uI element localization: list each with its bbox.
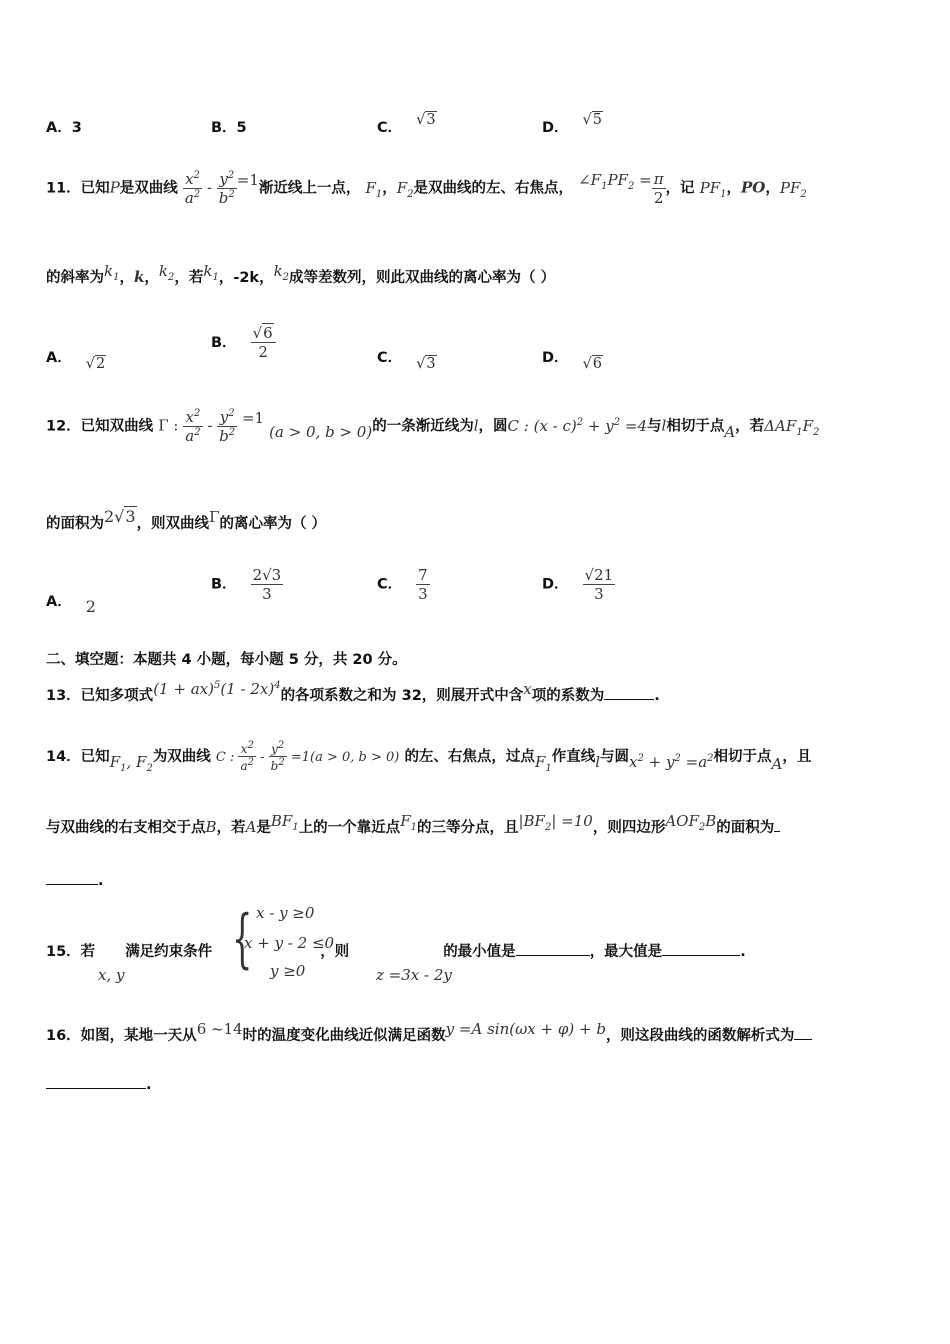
q11-option-a[interactable]: A． √2 xyxy=(46,350,106,372)
q10-option-b[interactable]: B．5 xyxy=(211,120,247,136)
q10-option-d[interactable]: D． √5 xyxy=(542,112,603,136)
q14-line2: 与双曲线的右支相交于点B，若A是$BF_1$上的一个靠近点$F_1$的三等分点，且$|BF_2| =10$，则四边形$AOF_2B$的面积为 xyxy=(46,816,910,839)
vars-xy: x, y xyxy=(98,966,125,984)
q15-min-blank[interactable] xyxy=(516,943,590,956)
constraint-3: y ≥0 xyxy=(270,962,306,980)
objective-z: z =3x - 2y xyxy=(376,966,452,984)
frac-y2-b2: $\frac{y^2}{b^2}$ xyxy=(218,170,235,207)
q15: 15．若 满足约束条件 ，则 的最小值是 ，最大值是 . xyxy=(46,944,746,960)
q12-option-c[interactable]: C． $\frac{7}{3}$ xyxy=(377,566,428,603)
sqrt-3: √3 xyxy=(416,112,436,128)
q16-answer-line: . xyxy=(46,1076,910,1093)
q12-option-a[interactable]: A． 2 xyxy=(46,594,96,616)
q12-option-d[interactable]: D． $\frac{√21}{3}$ xyxy=(542,566,614,603)
constraint-1: x - y ≥0 xyxy=(256,904,315,922)
q12-option-b[interactable]: B． $\frac{2√3}{3}$ xyxy=(211,566,282,603)
q12-line2: 的面积为2√3，则双曲线Γ的离心率为（ ） xyxy=(46,507,327,532)
q14-answer-line: . xyxy=(46,872,910,889)
q11-line1: 11．已知P是双曲线 $\frac{x^2}{a^2}$ - $\frac{y^2}{b^2}$ =1渐近线上一点， $F_1$，$F_2$是双曲线的左、右焦点， $\angle F_1PF_2$ = $\frac{\pi}{2}$ ，记 $PF_1$，PO，$PF_2$ xyxy=(46,170,807,207)
constraint-brace: { xyxy=(232,902,253,976)
q12-line1: 12．已知双曲线 Γ : $\frac{x^2}{a^2}$ - $\frac{y^2}{b^2}$ =1 (a > 0, b > 0)的一条渐近线为l，圆C : $(x - c)^2 + y^2 =4$与l相切于点A，若$\Delta AF_1F_2$ xyxy=(46,408,820,445)
q13-answer-blank[interactable] xyxy=(604,687,654,700)
q11-option-d[interactable]: D． √6 xyxy=(542,350,603,372)
q14-line1: 14．已知$F_1$, $F_2$为双曲线 C : $\frac{x^2}{a^2}$ - $\frac{y^2}{b^2}$ =1(a > 0, b > 0) 的左、右焦点，过点$F_1$作直线l与圆$x^2 + y^2 =a^2$相切于点A，且 xyxy=(46,740,812,774)
q11-option-b[interactable]: B． $\frac{√6}{2}$ xyxy=(211,324,276,361)
q15-max-blank[interactable] xyxy=(662,943,740,956)
frac-pi-2: $\frac{\pi}{2}$ xyxy=(653,170,664,207)
q13: 13．已知多项式(1 + ax)$^5$(1 - 2x)$^4$的各项系数之和为 32，则展开式中含x项的系数为 . xyxy=(46,680,660,704)
constraint-2: x + y - 2 ≤0 xyxy=(244,934,335,952)
q16-answer-blank[interactable] xyxy=(46,1076,146,1089)
q11-line2: 的斜率为$k_1$，k，$k_2$，若$k_1$，-2k，$k_2$成等差数列，则此双曲线的离心率为（ ） xyxy=(46,262,556,286)
q14-answer-blank[interactable] xyxy=(46,872,98,885)
section-heading-fill-in: 二、填空题：本题共 4 小题，每小题 5 分，共 20 分。 xyxy=(46,652,407,668)
q11-option-c[interactable]: C． √3 xyxy=(377,350,436,372)
q16: 16．如图，某地一天从6 ~14时的温度变化曲线近似满足函数y =A sin(ωx + φ) + b，则这段曲线的函数解析式为 xyxy=(46,1024,910,1045)
q10-option-a[interactable]: A．3 xyxy=(46,120,82,136)
sqrt-5: √5 xyxy=(582,112,603,128)
point-p: P xyxy=(109,178,120,197)
q10-option-c[interactable]: C． √3 xyxy=(377,112,436,136)
frac-x2-a2: $\frac{x^2}{a^2}$ xyxy=(184,170,201,207)
